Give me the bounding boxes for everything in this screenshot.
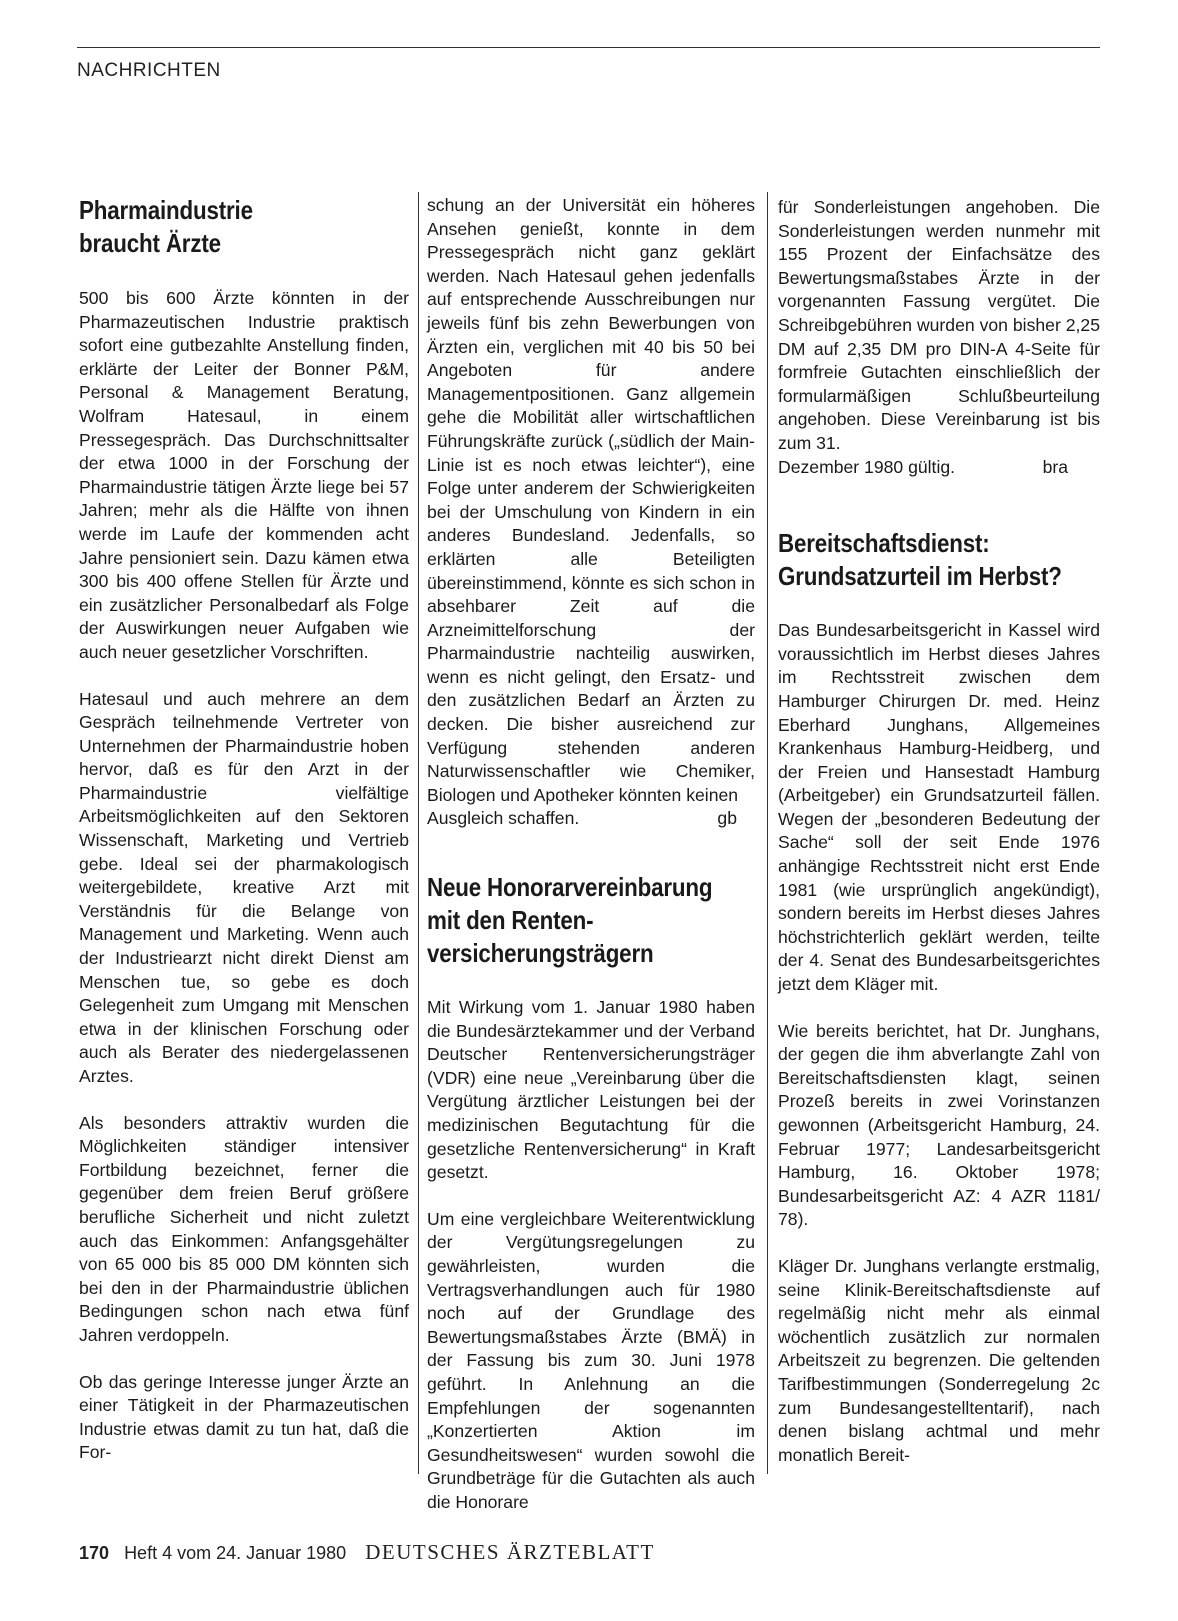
article-paragraph-end [427,807,755,831]
article-paragraph: Mit Wirkung vom 1. Januar 1980 haben die Bundesärztekammer und der Verband Deutscher Rentenversicherungsträger (VDR) eine neue „Vereinbarung über die Vergütung ärztlicher Leistungen bei der medizinischen Begutachtung für die gesetzliche Rentenversicherung“ in Kraft gesetzt. [427,997,755,1183]
page-footer [79,1540,655,1565]
article-title-line: braucht Ärzte [79,228,221,258]
article-title-line: Pharmaindustrie [79,195,253,225]
article-title-line: versicherungsträgern [427,938,654,969]
article-paragraph: Als besonders attraktiv wurden die Möglichkeiten ständiger intensiver Fortbildung bezeichnet, ferner die gegenüber dem freien Beruf größere berufliche Sicherheit und nicht zuletzt auch das Einkommen: Anfangsgehälter von 65 000 bis 85 000 DM könnten sich bei den in der Pharmaindustrie üblichen Bedingungen schon nach etwa fünf Jahren verdoppeln. [79,1112,409,1345]
article-title [427,871,754,970]
article-title-line: Neue Honorarvereinbarung [427,872,713,903]
issue-info: Heft 4 vom 24. Januar 1980 [124,1543,347,1563]
article-paragraph: Hatesaul und auch mehrere an dem Gespräch teilnehmende Vertreter von Unternehmen der Pharmaindustrie hoben hervor, daß es für den Arzt in der Pharmaindustrie vielfältige Arbeitsmöglichkeiten auf den Sektoren Wissenschaft, Marketing und Vertrieb gebe. Ideal sei der pharmakologisch weitergebildete, kreative Arzt mit Verständnis für die Belange von Management und Marketing. Wenn auch der Industriearzt nicht direkt Dienst am Menschen tue, so gebe es doch Gelegenheit zum Umgang mit Menschen etwa in der klinischen Forschung oder auch als Berater des niedergelassenen Arztes. [79,688,409,1086]
section-label: NACHRICHTEN [77,60,221,81]
article-paragraph: Wie bereits berichtet, hat Dr. Junghans, der gegen die ihm abverlangte Zahl von Bereitschaftsdiensten klagt, seinen Prozeß bereits in zwei Vorinstanzen gewonnen (Arbeitsgericht Hamburg, 24. Februar 1977; Landesarbeitsgericht Hamburg, 16. Oktober 1978; Bundesarbeitsgericht AZ: 4 AZR 1181/ 78). [778,1020,1100,1230]
column-divider [418,192,419,1474]
article-title [79,194,408,260]
article-title [778,527,1099,593]
header-rule [77,47,1100,48]
author-signature: bra [1042,456,1068,477]
article-paragraph: schung an der Universität ein höheres Ansehen genießt, konnte in dem Pressegespräch nicht ganz geklärt werden. Nach Hatesaul gehen jedenfalls auf entsprechende Ausschreibungen nur jeweils fünf bis zehn Bewerbungen von Ärzten ein, verglichen mit 40 bis 50 bei Angeboten für andere Managementpositionen. Ganz allgemein gehe die Mobilität aller wirtschaftlichen Führungskräfte zurück („südlich der Main-Linie ist es noch etwas leichter“), eine Folge unter anderem der Schwierigkeiten bei der Umschulung von Kindern in ein anderes Bundesland. Jedenfalls, so erklärten alle Beteiligten übereinstimmend, könnte es sich schon in absehbarer Zeit auf die Arzneimittelforschung der Pharmaindustrie nachteilig auswirken, wenn es nicht gelingt, den Ersatz- und den zusätzlichen Bedarf an Ärzten zu decken. Die bisher ausreichend zur Verfügung stehenden anderen Naturwissenschaftler wie Chemiker, Biologen und Apotheker könnten keinen [427,195,755,805]
column-1 [79,194,409,1465]
article-paragraph: 500 bis 600 Ärzte könnten in der Pharmazeutischen Industrie praktisch sofort eine gutbezahlte Anstellung finden, erklärte der Leiter der Bonner P&M, Personal & Management Beratung, Wolfram Hatesaul, in einem Pressegespräch. Das Durchschnittsalter der etwa 1000 in der Forschung der Pharmaindustrie tätigen Ärzte liege bei 57 Jahren; mehr als die Hälfte von ihnen werde im Laufe der kommenden acht Jahre pensioniert sein. Dazu kämen etwa 300 bis 400 offene Stellen für Ärzte und ein zusätzlicher Personalbedarf als Folge der Auswirkungen neuer Aufgaben wie auch neuer gesetzlicher Vorschriften. [79,288,409,662]
author-signature: gb [717,808,737,829]
page-number: 170 [79,1543,110,1563]
column-3 [778,196,1100,1467]
article-paragraph: Das Bundesarbeitsgericht in Kassel wird voraussichtlich im Herbst dieses Jahres im Rechtsstreit zwischen dem Hamburger Chirurgen Dr. med. Heinz Eberhard Junghans, Allgemeines Krankenhaus Hamburg-Heidberg, und der Freien und Hansestadt Hamburg (Arbeitgeber) ein Grundsatzurteil fällen. Wegen der „besonderen Bedeutung der Sache“ soll der seit Ende 1976 anhängige Rechtsstreit nicht erst Ende 1981 (wie ursprünglich angekündigt), sondern bereits im Herbst dieses Jahres höchstrichterlich geklärt werden, teilte der 4. Senat des Bundesarbeitsgerichtes jetzt dem Kläger mit. [778,620,1100,995]
paragraph-last-line: Dezember 1980 gültig. [778,456,956,477]
column-2 [427,194,755,1515]
article-paragraph: für Sonderleistungen angehoben. Die Sonderleistungen werden nunmehr mit 155 Prozent der Einfachsätze des Bewertungsmaßstabes Ärzte in der vorgenannten Fassung vergütet. Die Schreibgebühren wurden von bisher 2,25 DM auf 2,35 DM pro DIN-A 4-Seite für formfreie Gutachten einschließlich der formularmäßigen Schlußbeurteilung angehoben. Diese Vereinbarung ist bis zum 31. [778,197,1100,453]
article-title-line: mit den Renten- [427,905,594,936]
article-paragraph: Kläger Dr. Junghans verlangte erstmalig, seine Klinik-Bereitschaftsdienste auf regelmäßig nicht mehr als einmal wöchentlich zusätzlich zur normalen Arbeitszeit zu begrenzen. Die geltenden Tarifbestimmungen (Sonderregelung 2c zum Bundesangestelltentarif), nach denen bislang achtmal und mehr monatlich Bereit- [778,1255,1100,1465]
article-paragraph: Ob das geringe Interesse junger Ärzte an einer Tätigkeit in der Pharmazeutischen Industrie etwas damit zu tun hat, daß die For- [79,1371,409,1463]
article-title-line: Grundsatzurteil im Herbst? [778,561,1062,592]
paragraph-last-line: Ausgleich schaffen. [427,808,580,829]
article-paragraph: Um eine vergleichbare Weiterentwicklung der Vergütungsregelungen zu gewährleisten, wurden die Vertragsverhandlungen auch für 1980 noch auf der Grundlage des Bewertungsmaßstabes Ärzte (BMÄ) in der Fassung bis zum 30. Juni 1978 geführt. In Anlehnung an die Empfehlungen der sogenannten „Konzertierten Aktion im Gesundheitswesen“ wurden sowohl die Grundbeträge für die Gutachten als auch die Honorare [427,1208,755,1512]
article-title-line: Bereitschaftsdienst: [778,528,990,559]
magazine-name: DEUTSCHES ÄRZTEBLATT [365,1540,655,1564]
column-divider [767,192,768,1474]
article-paragraph-end [778,456,1100,480]
